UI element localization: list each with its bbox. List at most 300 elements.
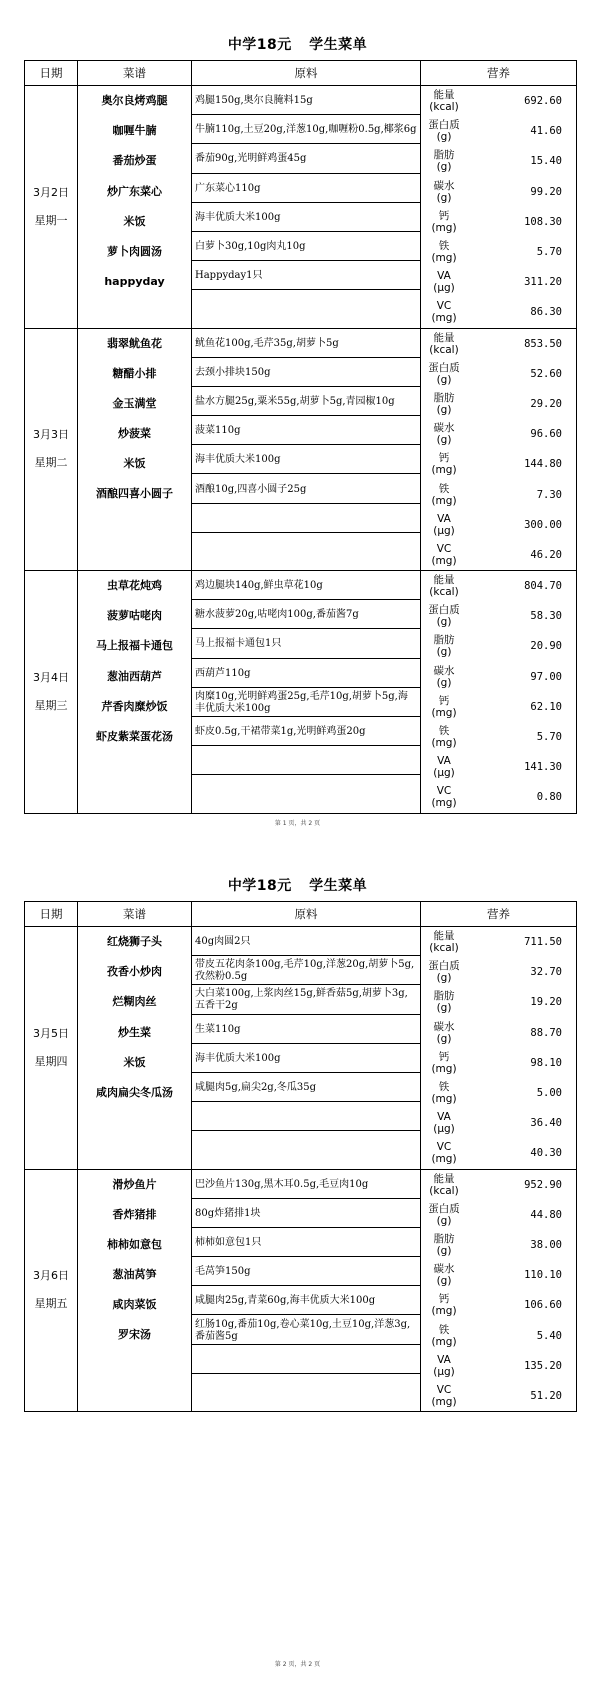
dish-name: 番茄炒蛋 bbox=[112, 154, 157, 168]
ingredient-text: 鸡边腿块140g,鲜虫草花10g bbox=[195, 580, 323, 592]
nutrient-name: 蛋白质 bbox=[428, 960, 460, 973]
dish-name: 虾皮紫菜蛋花汤 bbox=[96, 729, 173, 743]
nutrient-row bbox=[421, 86, 576, 116]
nutrient-label bbox=[421, 1384, 467, 1408]
nutrient-name: 蛋白质 bbox=[428, 604, 460, 617]
ingredient-row bbox=[192, 1073, 420, 1102]
title-text: 学生菜单 bbox=[309, 878, 368, 894]
nutrient-label bbox=[421, 634, 467, 658]
nutrient-value: 29.20 bbox=[530, 397, 562, 410]
nutrient-unit: (g) bbox=[436, 972, 452, 985]
nutrient-label bbox=[421, 270, 467, 294]
nutrient-name: 铁 bbox=[438, 482, 450, 495]
nutrient-value: 5.00 bbox=[536, 1087, 562, 1100]
nutrient-unit: (mg) bbox=[431, 1395, 457, 1408]
nutrient-unit: (g) bbox=[436, 1275, 452, 1288]
header-nutrition: 营养 bbox=[421, 902, 577, 927]
nutrient-unit: (mg) bbox=[431, 1335, 457, 1348]
nutrient-label bbox=[421, 1233, 467, 1257]
nutrient-row bbox=[421, 1048, 576, 1078]
day-row bbox=[25, 86, 577, 329]
nutrient-row bbox=[421, 571, 576, 601]
header-date: 日期 bbox=[25, 902, 78, 927]
header-dish: 菜谱 bbox=[78, 902, 192, 927]
nutrient-label bbox=[421, 1293, 467, 1317]
nutrient-row bbox=[421, 359, 576, 389]
dish-name: 罗宋汤 bbox=[118, 1328, 151, 1342]
nutrient-name: 能量 bbox=[433, 331, 455, 344]
nutrient-name: 钙 bbox=[438, 209, 450, 222]
nutrient-label bbox=[421, 665, 467, 689]
nutrient-unit: (mg) bbox=[431, 464, 457, 477]
nutrient-row bbox=[421, 267, 576, 297]
ingredient-text: 海丰优质大米100g bbox=[195, 1052, 281, 1064]
nutrient-unit: (g) bbox=[436, 676, 452, 689]
nutrition-cell bbox=[421, 1169, 577, 1412]
header-date: 日期 bbox=[25, 61, 78, 86]
nutrient-row bbox=[421, 449, 576, 479]
nutrient-row bbox=[421, 722, 576, 752]
nutrient-value: 108.30 bbox=[524, 215, 562, 228]
nutrient-label bbox=[421, 960, 467, 984]
dish-name: 炒菠菜 bbox=[118, 427, 151, 441]
dishes-cell bbox=[78, 571, 192, 814]
nutrient-label bbox=[421, 695, 467, 719]
ingredients-cell bbox=[192, 328, 421, 571]
ingredient-row bbox=[192, 416, 420, 445]
nutrient-label bbox=[421, 210, 467, 234]
nutrient-label bbox=[421, 604, 467, 628]
nutrient-value: 36.40 bbox=[530, 1117, 562, 1130]
nutrient-name: 能量 bbox=[433, 1172, 455, 1185]
nutrient-name: 脂肪 bbox=[433, 149, 455, 162]
dish-name: 翡翠鱿鱼花 bbox=[107, 336, 162, 350]
ingredient-row bbox=[192, 232, 420, 261]
nutrient-label bbox=[421, 1141, 467, 1165]
nutrient-unit: (mg) bbox=[431, 797, 457, 810]
nutrient-label bbox=[421, 1324, 467, 1348]
weekday-label: 星期三 bbox=[34, 698, 68, 712]
ingredient-text: Happyday1只 bbox=[195, 270, 263, 282]
nutrient-label bbox=[421, 543, 467, 567]
ingredient-row bbox=[192, 1170, 420, 1199]
nutrient-name: VC bbox=[436, 300, 452, 313]
dish-name: 米饭 bbox=[123, 1055, 146, 1069]
ingredient-row bbox=[192, 144, 420, 173]
nutrient-value: 711.50 bbox=[524, 936, 562, 949]
ingredient-row bbox=[192, 1102, 420, 1131]
dish-name: 滑炒鱼片 bbox=[112, 1177, 157, 1191]
dish-name: 炒广东菜心 bbox=[107, 184, 162, 198]
ingredient-row bbox=[192, 746, 420, 775]
ingredient-text: 菠菜110g bbox=[195, 425, 241, 437]
ingredient-text: 鸡腿150g,奥尔良腌料15g bbox=[195, 95, 313, 107]
nutrient-value: 44.80 bbox=[530, 1208, 562, 1221]
ingredient-text: 海丰优质大米100g bbox=[195, 454, 281, 466]
nutrient-name: 钙 bbox=[438, 1293, 450, 1306]
nutrient-label bbox=[421, 1354, 467, 1378]
nutrient-row bbox=[421, 1018, 576, 1048]
nutrient-row bbox=[421, 782, 576, 812]
nutrient-label bbox=[421, 1021, 467, 1045]
date-label: 3月4日 bbox=[33, 670, 69, 684]
nutrient-row bbox=[421, 389, 576, 419]
nutrient-unit: (g) bbox=[436, 434, 452, 447]
nutrient-row bbox=[421, 752, 576, 782]
nutrient-unit: (mg) bbox=[431, 252, 457, 265]
nutrient-value: 853.50 bbox=[524, 337, 562, 350]
nutrient-label bbox=[421, 240, 467, 264]
nutrient-row bbox=[421, 329, 576, 359]
nutrient-unit: (kcal) bbox=[429, 1184, 459, 1197]
ingredient-text: 生菜110g bbox=[195, 1023, 241, 1035]
nutrient-label bbox=[421, 990, 467, 1014]
header-ingredients: 原料 bbox=[192, 902, 421, 927]
nutrient-unit: (mg) bbox=[431, 554, 457, 567]
nutrient-label bbox=[421, 332, 467, 356]
nutrient-unit: (μg) bbox=[433, 767, 455, 780]
nutrient-label bbox=[421, 1081, 467, 1105]
nutrient-unit: (kcal) bbox=[429, 586, 459, 599]
dish-name: 葱油莴笋 bbox=[112, 1268, 157, 1282]
ingredient-text: 酒酿10g,四喜小圆子25g bbox=[195, 483, 307, 495]
nutrient-row bbox=[421, 237, 576, 267]
dish-name: 金玉满堂 bbox=[112, 396, 157, 410]
nutrient-value: 38.00 bbox=[530, 1238, 562, 1251]
nutrient-value: 141.30 bbox=[524, 761, 562, 774]
nutrient-row bbox=[421, 1138, 576, 1168]
nutrient-name: 钙 bbox=[438, 1050, 450, 1063]
nutrient-name: 碳水 bbox=[433, 422, 455, 435]
nutrient-value: 5.70 bbox=[536, 731, 562, 744]
nutrient-name: VA bbox=[437, 755, 451, 768]
nutrient-name: 钙 bbox=[438, 452, 450, 465]
dishes-cell bbox=[78, 1169, 192, 1412]
ingredient-text: 咸腿肉25g,青菜60g,海丰优质大米100g bbox=[195, 1295, 376, 1307]
nutrient-label bbox=[421, 1111, 467, 1135]
weekday-label: 星期一 bbox=[34, 213, 68, 227]
nutrient-name: 铁 bbox=[438, 1081, 450, 1094]
nutrient-value: 15.40 bbox=[530, 155, 562, 168]
ingredient-row bbox=[192, 1286, 420, 1315]
nutrient-row bbox=[421, 631, 576, 661]
nutrient-label bbox=[421, 513, 467, 537]
nutrient-row bbox=[421, 540, 576, 570]
date-cell bbox=[25, 328, 78, 571]
nutrient-unit: (g) bbox=[436, 646, 452, 659]
nutrient-unit: (g) bbox=[436, 616, 452, 629]
nutrient-name: 蛋白质 bbox=[428, 119, 460, 132]
date-label: 3月5日 bbox=[33, 1026, 69, 1040]
ingredient-text: 盐水方腿25g,粟米55g,胡萝卜5g,青园椒10g bbox=[195, 395, 395, 407]
date-label: 3月3日 bbox=[33, 428, 69, 442]
dish-name: 孜香小炒肉 bbox=[107, 965, 162, 979]
ingredient-text: 番茄90g,光明鲜鸡蛋45g bbox=[195, 153, 307, 165]
nutrition-cell bbox=[421, 86, 577, 329]
nutrient-row bbox=[421, 479, 576, 509]
nutrient-label bbox=[421, 422, 467, 446]
nutrient-name: 铁 bbox=[438, 725, 450, 738]
nutrient-value: 300.00 bbox=[524, 518, 562, 531]
nutrient-value: 51.20 bbox=[530, 1389, 562, 1402]
nutrient-name: 碳水 bbox=[433, 1263, 455, 1276]
nutrient-row bbox=[421, 927, 576, 957]
nutrient-value: 20.90 bbox=[530, 640, 562, 653]
nutrient-row bbox=[421, 297, 576, 327]
weekday-label: 星期五 bbox=[34, 1297, 68, 1311]
ingredient-text: 白萝卜30g,10g肉丸10g bbox=[195, 241, 306, 253]
day-row bbox=[25, 328, 577, 571]
dishes-cell bbox=[78, 927, 192, 1170]
title-price: 中学18元 bbox=[227, 878, 292, 894]
nutrient-name: 脂肪 bbox=[433, 990, 455, 1003]
header-dish: 菜谱 bbox=[78, 61, 192, 86]
nutrient-name: 脂肪 bbox=[433, 1232, 455, 1245]
dish-name: 香炸猪排 bbox=[112, 1207, 157, 1221]
nutrient-label bbox=[421, 180, 467, 204]
nutrient-unit: (μg) bbox=[433, 282, 455, 295]
nutrient-name: 钙 bbox=[438, 694, 450, 707]
nutrient-unit: (kcal) bbox=[429, 343, 459, 356]
nutrient-row bbox=[421, 116, 576, 146]
nutrient-value: 41.60 bbox=[530, 125, 562, 138]
ingredient-row bbox=[192, 600, 420, 629]
nutrient-unit: (mg) bbox=[431, 312, 457, 325]
nutrient-value: 952.90 bbox=[524, 1178, 562, 1191]
date-label: 3月2日 bbox=[33, 185, 69, 199]
nutrient-unit: (mg) bbox=[431, 1305, 457, 1318]
nutrient-value: 46.20 bbox=[530, 548, 562, 561]
ingredient-row bbox=[192, 1015, 420, 1044]
nutrient-unit: (g) bbox=[436, 191, 452, 204]
nutrient-unit: (g) bbox=[436, 131, 452, 144]
nutrient-unit: (g) bbox=[436, 373, 452, 386]
nutrient-value: 5.40 bbox=[536, 1329, 562, 1342]
nutrient-name: 铁 bbox=[438, 240, 450, 253]
ingredient-row bbox=[192, 629, 420, 658]
ingredient-text: 巴沙鱼片130g,黑木耳0.5g,毛豆肉10g bbox=[195, 1178, 369, 1190]
dishes-cell bbox=[78, 86, 192, 329]
dish-name: 萝卜肉圆汤 bbox=[107, 244, 162, 258]
nutrient-row bbox=[421, 1320, 576, 1350]
nutrient-value: 144.80 bbox=[524, 458, 562, 471]
nutrient-unit: (mg) bbox=[431, 737, 457, 750]
nutrient-value: 5.70 bbox=[536, 246, 562, 259]
nutrient-row bbox=[421, 419, 576, 449]
menu-page-2 bbox=[0, 841, 595, 1682]
nutrient-unit: (g) bbox=[436, 161, 452, 174]
ingredient-row bbox=[192, 1044, 420, 1073]
ingredient-text: 西葫芦110g bbox=[195, 667, 251, 679]
nutrient-value: 96.60 bbox=[530, 428, 562, 441]
nutrient-name: VC bbox=[436, 1383, 452, 1396]
menu-table bbox=[24, 901, 577, 1412]
day-row bbox=[25, 1169, 577, 1412]
page-title bbox=[0, 34, 595, 54]
dish-name: 马上报福卡通包 bbox=[96, 639, 173, 653]
nutrient-name: VA bbox=[437, 512, 451, 525]
nutrient-unit: (g) bbox=[436, 1244, 452, 1257]
nutrient-value: 97.00 bbox=[530, 670, 562, 683]
ingredient-row bbox=[192, 445, 420, 474]
nutrient-row bbox=[421, 1200, 576, 1230]
nutrient-name: VA bbox=[437, 1111, 451, 1124]
ingredient-text: 糖水菠萝20g,咕咾肉100g,番茄酱7g bbox=[195, 609, 359, 621]
ingredient-row bbox=[192, 717, 420, 746]
nutrient-value: 311.20 bbox=[524, 276, 562, 289]
ingredients-cell bbox=[192, 571, 421, 814]
ingredient-text: 肉糜10g,光明鲜鸡蛋25g,毛芹10g,胡萝卜5g,海丰优质大米100g bbox=[195, 690, 408, 714]
nutrient-unit: (g) bbox=[436, 1002, 452, 1015]
date-label: 3月6日 bbox=[33, 1269, 69, 1283]
nutrient-label bbox=[421, 149, 467, 173]
ingredient-row bbox=[192, 956, 420, 985]
nutrient-value: 135.20 bbox=[524, 1359, 562, 1372]
nutrient-row bbox=[421, 662, 576, 692]
nutrient-row bbox=[421, 146, 576, 176]
ingredient-row bbox=[192, 1228, 420, 1257]
nutrient-row bbox=[421, 987, 576, 1017]
ingredient-row bbox=[192, 571, 420, 600]
nutrient-value: 86.30 bbox=[530, 306, 562, 319]
ingredient-row bbox=[192, 115, 420, 144]
nutrient-label bbox=[421, 119, 467, 143]
nutrient-value: 62.10 bbox=[530, 700, 562, 713]
dish-name: 米饭 bbox=[123, 457, 146, 471]
header-row bbox=[25, 61, 577, 86]
nutrient-value: 99.20 bbox=[530, 185, 562, 198]
nutrient-unit: (mg) bbox=[431, 221, 457, 234]
dish-name: 米饭 bbox=[123, 214, 146, 228]
dish-name: 菠萝咕咾肉 bbox=[107, 609, 162, 623]
nutrient-label bbox=[421, 1173, 467, 1197]
nutrient-value: 98.10 bbox=[530, 1056, 562, 1069]
nutrient-value: 0.80 bbox=[536, 791, 562, 804]
ingredient-row bbox=[192, 261, 420, 290]
nutrient-label bbox=[421, 300, 467, 324]
nutrient-label bbox=[421, 89, 467, 113]
header-nutrition: 营养 bbox=[421, 61, 577, 86]
date-cell bbox=[25, 1169, 78, 1412]
ingredients-cell bbox=[192, 86, 421, 329]
ingredient-row bbox=[192, 1345, 420, 1374]
nutrient-row bbox=[421, 1381, 576, 1411]
nutrient-row bbox=[421, 692, 576, 722]
date-cell bbox=[25, 571, 78, 814]
nutrient-row bbox=[421, 1078, 576, 1108]
nutrient-name: VC bbox=[436, 785, 452, 798]
ingredient-row bbox=[192, 1315, 420, 1344]
ingredient-text: 40g肉圆2只 bbox=[195, 936, 251, 948]
page-title bbox=[0, 875, 595, 895]
nutrient-value: 110.10 bbox=[524, 1269, 562, 1282]
nutrient-name: VC bbox=[436, 542, 452, 555]
nutrient-value: 58.30 bbox=[530, 610, 562, 623]
nutrient-name: 蛋白质 bbox=[428, 1202, 460, 1215]
nutrient-name: 碳水 bbox=[433, 1020, 455, 1033]
nutrient-name: 脂肪 bbox=[433, 634, 455, 647]
nutrient-value: 52.60 bbox=[530, 367, 562, 380]
nutrient-name: 能量 bbox=[433, 89, 455, 102]
weekday-label: 星期二 bbox=[34, 456, 68, 470]
nutrient-value: 32.70 bbox=[530, 966, 562, 979]
ingredient-text: 80g炸猪排1块 bbox=[195, 1207, 261, 1219]
nutrient-row bbox=[421, 957, 576, 987]
ingredient-text: 大白菜100g,上浆肉丝15g,鲜香菇5g,胡萝卜3g,五香干2g bbox=[195, 988, 408, 1012]
nutrient-row bbox=[421, 1230, 576, 1260]
nutrient-name: VC bbox=[436, 1141, 452, 1154]
nutrition-cell bbox=[421, 328, 577, 571]
nutrient-unit: (g) bbox=[436, 1214, 452, 1227]
nutrient-unit: (μg) bbox=[433, 1123, 455, 1136]
ingredient-text: 牛腩110g,土豆20g,洋葱10g,咖喱粉0.5g,椰浆6g bbox=[195, 124, 417, 136]
nutrient-row bbox=[421, 1290, 576, 1320]
ingredient-row bbox=[192, 1131, 420, 1160]
ingredient-row bbox=[192, 533, 420, 562]
nutrient-label bbox=[421, 392, 467, 416]
nutrient-unit: (mg) bbox=[431, 1093, 457, 1106]
nutrient-name: 碳水 bbox=[433, 664, 455, 677]
dish-name: 酒酿四喜小圆子 bbox=[96, 487, 173, 501]
nutrient-unit: (mg) bbox=[431, 1153, 457, 1166]
nutrient-name: 能量 bbox=[433, 574, 455, 587]
dish-name: 咸肉菜饭 bbox=[112, 1298, 157, 1312]
nutrient-unit: (μg) bbox=[433, 1365, 455, 1378]
nutrient-value: 692.60 bbox=[524, 95, 562, 108]
dish-name: 虫草花炖鸡 bbox=[107, 579, 162, 592]
ingredients-cell bbox=[192, 927, 421, 1170]
ingredient-row bbox=[192, 1199, 420, 1228]
nutrient-row bbox=[421, 1351, 576, 1381]
dish-name: 葱油西葫芦 bbox=[107, 669, 162, 683]
nutrient-row bbox=[421, 1260, 576, 1290]
ingredient-text: 广东菜心110g bbox=[195, 182, 261, 194]
nutrient-name: VA bbox=[437, 1353, 451, 1366]
ingredient-row bbox=[192, 290, 420, 319]
ingredient-row bbox=[192, 86, 420, 115]
nutrient-row bbox=[421, 1108, 576, 1138]
nutrient-row bbox=[421, 510, 576, 540]
nutrient-label bbox=[421, 574, 467, 598]
nutrient-label bbox=[421, 930, 467, 954]
ingredient-row bbox=[192, 688, 420, 717]
dish-name: 咖喱牛腩 bbox=[112, 124, 157, 138]
day-row bbox=[25, 571, 577, 814]
nutrient-row bbox=[421, 207, 576, 237]
nutrient-unit: (kcal) bbox=[429, 101, 459, 114]
dish-name: happyday bbox=[104, 275, 165, 289]
ingredient-row bbox=[192, 775, 420, 804]
ingredient-text: 海丰优质大米100g bbox=[195, 211, 281, 223]
nutrient-label bbox=[421, 1203, 467, 1227]
ingredient-row bbox=[192, 329, 420, 358]
nutrient-name: VA bbox=[437, 270, 451, 283]
ingredient-text: 咸腿肉5g,扁尖2g,冬瓜35g bbox=[195, 1082, 317, 1094]
nutrient-unit: (mg) bbox=[431, 706, 457, 719]
nutrient-label bbox=[421, 483, 467, 507]
nutrient-name: 铁 bbox=[438, 1323, 450, 1336]
ingredient-row bbox=[192, 985, 420, 1014]
ingredient-row bbox=[192, 174, 420, 203]
nutrient-value: 7.30 bbox=[536, 488, 562, 501]
nutrient-value: 19.20 bbox=[530, 996, 562, 1009]
day-row bbox=[25, 927, 577, 1170]
header-ingredients: 原料 bbox=[192, 61, 421, 86]
date-cell bbox=[25, 927, 78, 1170]
dish-name: 柿柿如意包 bbox=[107, 1237, 162, 1251]
nutrient-value: 40.30 bbox=[530, 1147, 562, 1160]
ingredient-row bbox=[192, 474, 420, 503]
